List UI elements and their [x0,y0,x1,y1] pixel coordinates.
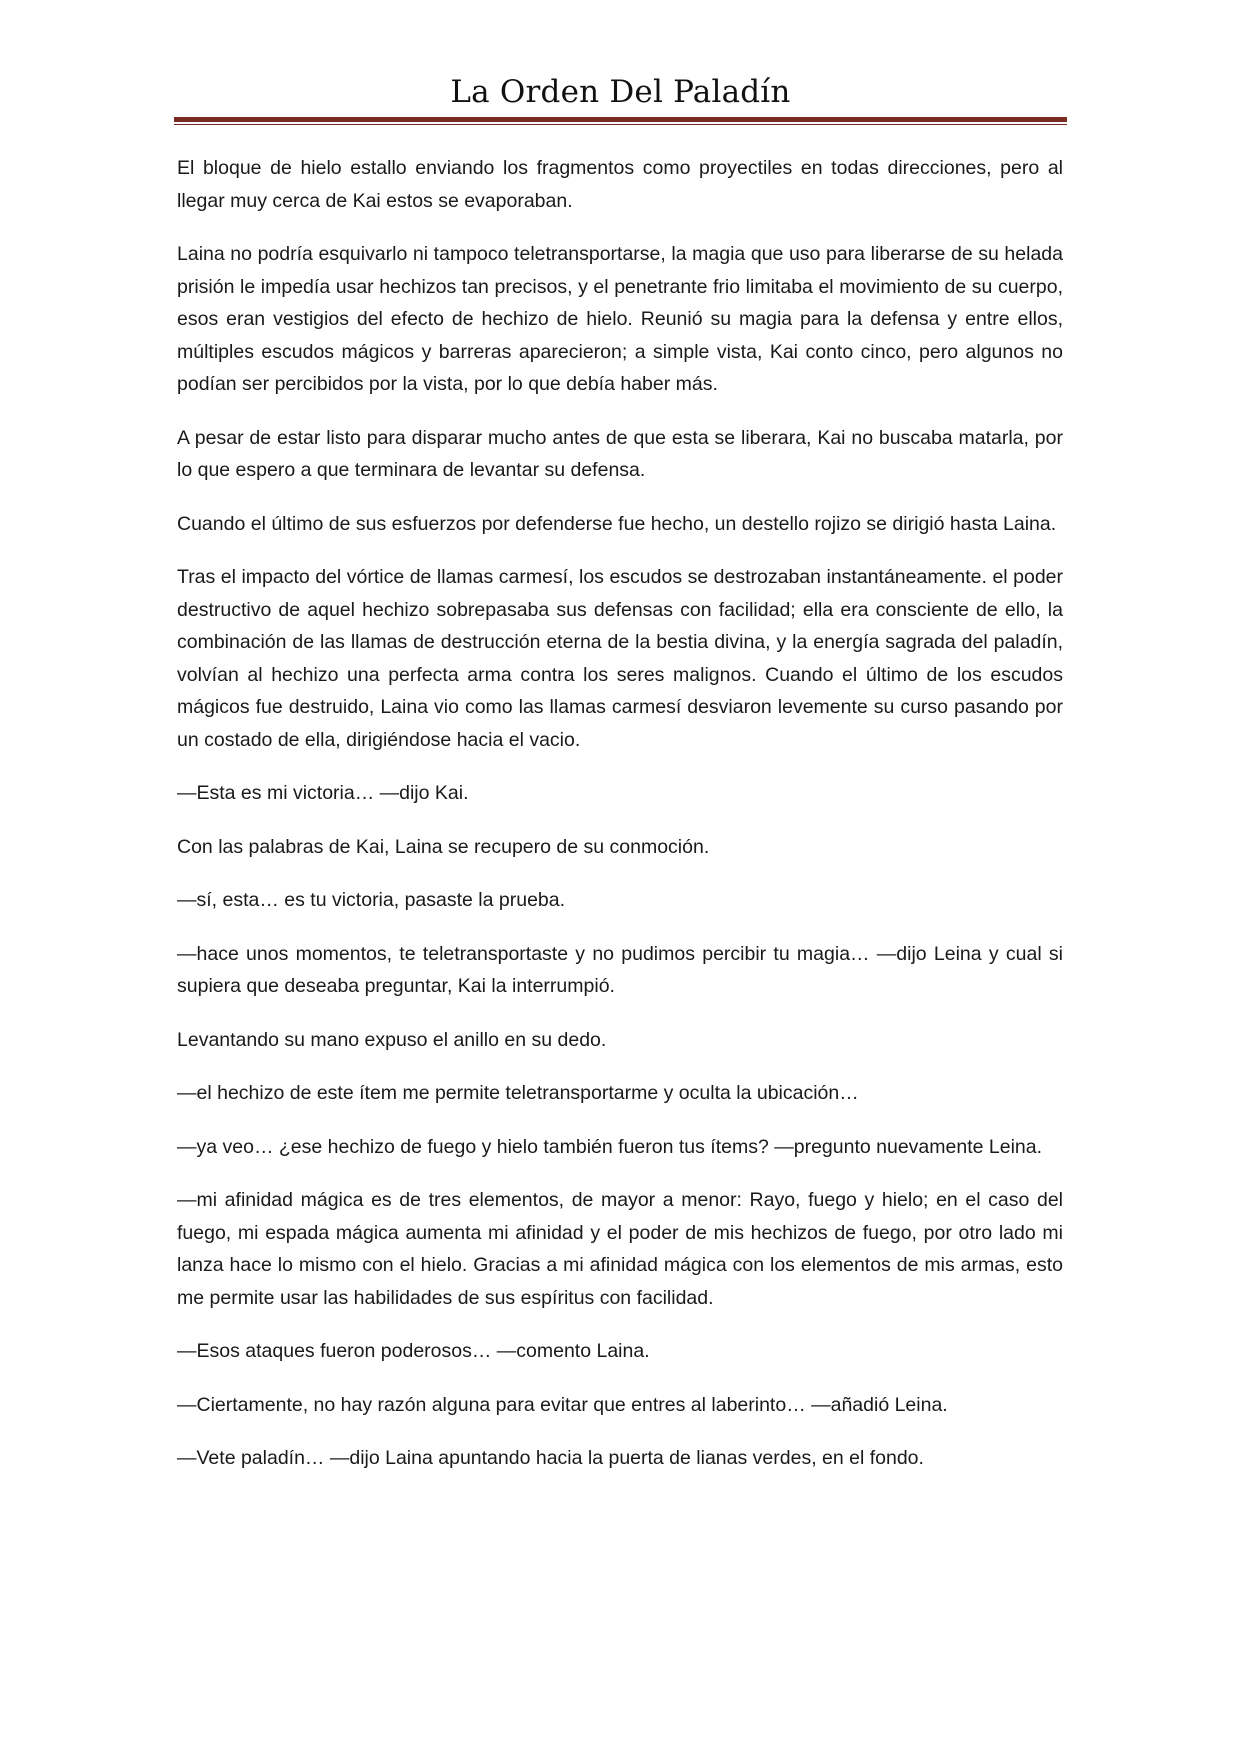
paragraph-9: —hace unos momentos, te teletransportaste y no pudimos percibir tu magia… —dijo Leina y cual si supiera que deseaba preguntar, Kai la interrumpió. [177,942,1063,997]
paragraph-3: A pesar de estar listo para disparar mucho antes de que esta se liberara, Kai no buscaba matarla, por lo que espero a que terminara de levantar su defensa. [177,426,1063,481]
header-rule-thin [174,124,1067,125]
paragraph-12: —ya veo… ¿ese hechizo de fuego y hielo también fueron tus ítems? —pregunto nuevamente Leina. [177,1135,1043,1158]
paragraph-14: —Esos ataques fueron poderosos… —comento Laina. [177,1340,650,1362]
paragraph-4: Cuando el último de sus esfuerzos por defenderse fue hecho, un destello rojizo se dirigió hasta Laina. [177,512,1057,535]
paragraph-1: El bloque de hielo estallo enviando los fragmentos como proyectiles en todas direcciones, pero al llegar muy cerca de Kai estos se evaporaban. [177,157,1063,212]
paragraph-10: Levantando su mano expuso el anillo en su dedo. [177,1028,607,1051]
paragraph-2: Laina no podría esquivarlo ni tampoco teletransportarse, la magia que uso para liberarse de su helada prisión le impedía usar hechizos tan precisos, y el penetrante frio limitaba el movimiento de su cuerpo, esos eran vestigios del efecto de hechizo de hielo. Reunió su magia para la defensa y entre ellos, múltiples escudos mágicos y barreras aparecieron; a simple vista, Kai conto cinco, pero algunos no podían ser percibidos por la vista, por lo que debía haber más. [177,243,1063,395]
paragraph-11: —el hechizo de este ítem me permite teletransportarme y oculta la ubicación… [177,1082,859,1104]
paragraph-13: —mi afinidad mágica es de tres elementos, de mayor a menor: Rayo, fuego y hielo; en el caso del fuego, mi espada mágica aumenta mi afinidad y el poder de mis hechizos de fuego, por otro lado mi lanza hace lo mismo con el hielo. Gracias a mi afinidad mágica con los elementos de mis armas, esto me permite usar las habilidades de sus espíritus con facilidad. [177,1189,1063,1309]
page-header [174,72,1067,112]
paragraph-5: Tras el impacto del vórtice de llamas carmesí, los escudos se destrozaban instantáneamente. el poder destructivo de aquel hechizo sobrepasaba sus defensas con facilidad; ella era consciente de ello, la combinación de las llamas de destrucción eterna de la bestia divina, y la energía sagrada del paladín, volvían al hechizo una perfecta arma contra los seres malignos. Cuando el último de los escudos mágicos fue destruido, Laina vio como las llamas carmesí desviaron levemente su curso pasando por un costado de ella, dirigiéndose hacia el vacio. [177,566,1063,751]
paragraph-15: —Ciertamente, no hay razón alguna para evitar que entres al laberinto… —añadió Leina. [177,1393,948,1416]
paragraph-8: —sí, esta… es tu victoria, pasaste la prueba. [177,889,566,911]
chapter-body [177,152,1063,1496]
paragraph-16: —Vete paladín… —dijo Laina apuntando hacia la puerta de lianas verdes, en el fondo. [177,1447,924,1469]
paragraph-7: Con las palabras de Kai, Laina se recupero de su conmoción. [177,835,710,858]
paragraph-6: —Esta es mi victoria… —dijo Kai. [177,782,469,804]
book-title: La Orden Del Paladín [450,74,791,110]
header-rule-thick [174,117,1067,122]
